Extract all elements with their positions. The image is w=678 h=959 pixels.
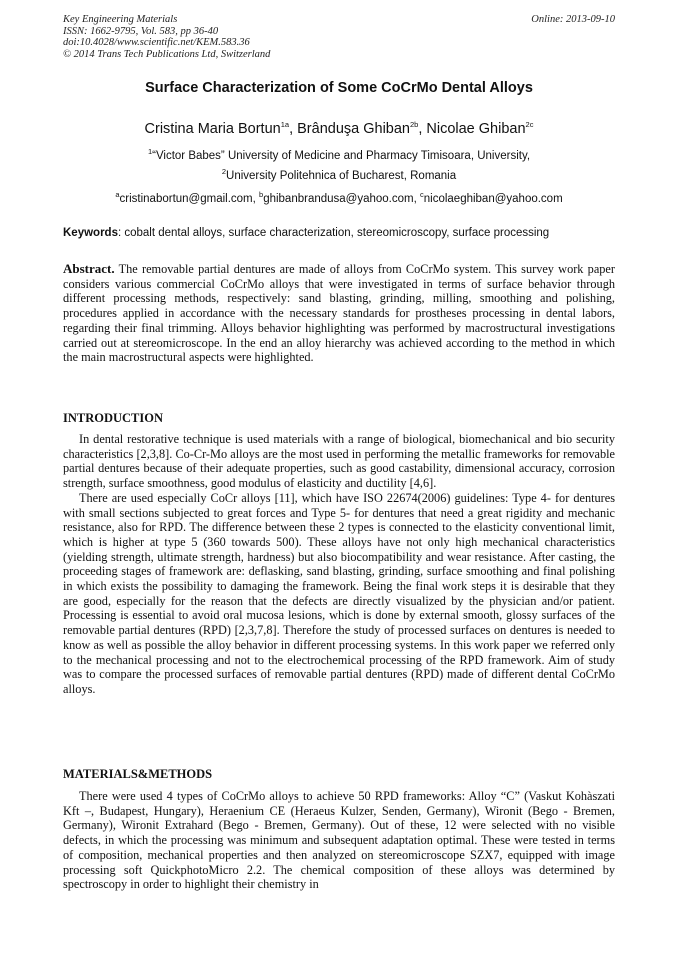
section-heading-methods: MATERIALS&METHODS: [63, 767, 213, 781]
copyright-line: © 2014 Trans Tech Publications Ltd, Switzerland: [63, 48, 271, 60]
online-date: Online: 2013-09-10: [531, 14, 615, 25]
author-superscript: 2b: [409, 120, 419, 130]
paper-title: Surface Characterization of Some CoCrMo Dental Alloys: [145, 80, 533, 96]
email-superscript: a: [115, 190, 120, 200]
author-name: Nicolae Ghiban: [426, 121, 526, 137]
abstract: [63, 262, 615, 365]
section-heading-introduction: INTRODUCTION: [63, 411, 164, 425]
author-name: Cristina Maria Bortun: [144, 121, 281, 137]
affiliation-superscript: 1: [147, 147, 153, 157]
email-address: nicolaeghiban@yahoo.com: [423, 193, 563, 205]
paragraph: There were used 4 types of CoCrMo alloys to achieve 50 RPD frameworks: Alloy “C” (Vaskut Kohàszati Kft –, Budapest, Hungary), Heraenium CE (Heraeus Kulzer, Senden, Germany), Wironit (Bego - Bremen, Germany), Wironit Extrahard (Bego - Bremen, Germany). Out of these, 12 were selected with no visible defects, in which the processing was minimum and subsequent adaptation optimal. These were tested in terms of composition, mechanical properties and then analyzed on stereomicroscope SZX7, equipped with image processing soft QuickphotoMicro 2.2. The chemical composition of these alloys was determined by spectroscopy in order to highlight their chemistry in: [63, 789, 615, 892]
author-superscript: 2c: [525, 120, 534, 130]
paragraph: There are used especially CoCr alloys [11], which have ISO 22674(2006) guidelines: Type 4- for dentures with small sections subjected to great forces and Type 5- for dentures that need a great rigidity and mechanic resistance, also for RPD. The difference between these 2 types is connected to the elasticity conventional limit, which is higher at type 5 (360 towards 500). These alloys have not only high mechanical characteristics (yielding strength, ultimate strength, hardness) but also biocompatibility and wear resistance. After casting, the proceeding stages of framework are: deflasking, sand blasting, grinding, surface smoothing and final polishing in which exists the possibility to damaging the framework. Being the final work steps it is desirable that they are good, especially for the reason that the defects are directly visualized by the physician and/or patient. Processing is essential to avoid oral mucosa lesions, which is done by external smooth, glossy surfaces of the removable partial dentures (RPD) [2,3,7,8]. Therefore the study of processed surfaces on dentures is needed to know as well as possible the alloy behavior in different processing systems. In this work paper we referred only to the mechanical processing and not to the electrochemical processing of the RPD framework. Aim of study was to compare the processed surfaces of removable partial dentures (RPD) made of different dental CoCrMo alloys.: [63, 490, 615, 696]
email-address: ghibanbrandusa@yahoo.com: [263, 193, 414, 205]
email-superscript: c: [420, 190, 424, 200]
affiliation-2: [0, 167, 678, 182]
paragraph: In dental restorative technique is used materials with a range of biological, biomechanical and bio security characteristics [2,3,8]. Co-Cr-Mo alloys are the most used in performing the metallic frameworks for removable partial dentures because of their adequate properties, such as good castability, dimensional accuracy, corrosion strength, surface smoothness, good modulus of elasticity and ductility [4,6].: [63, 432, 615, 491]
author-separator: ,: [289, 121, 298, 137]
email-superscript: b: [259, 190, 264, 200]
introduction-section: [63, 432, 615, 697]
keywords-line: [63, 227, 623, 239]
keywords-text: : cobalt dental alloys, surface characterization, stereomicroscopy, surface processing: [117, 227, 550, 239]
email-address: cristinabortun@gmail.com: [119, 193, 253, 205]
abstract-label: Abstract.: [63, 261, 115, 276]
affiliation-text: “Victor Babes” University of Medicine and Pharmacy Timisoara, University,: [152, 150, 531, 162]
author-name: Brânduşa Ghiban: [297, 121, 410, 137]
author-separator: ,: [418, 121, 427, 137]
journal-name: Key Engineering Materials: [63, 14, 178, 25]
methods-section: [63, 789, 615, 892]
keywords-label: Keywords: [63, 227, 118, 239]
journal-header: [63, 14, 615, 60]
doi-line: doi:10.4028/www.scientific.net/KEM.583.36: [63, 37, 250, 48]
affiliation-1: [0, 147, 678, 162]
issn-line: ISSN: 1662-9795, Vol. 583, pp 36-40: [63, 25, 219, 37]
affiliation-superscript: 2: [221, 167, 227, 177]
author-emails: [0, 190, 678, 205]
author-list: [0, 121, 678, 137]
abstract-text: The removable partial dentures are made of alloys from CoCrMo system. This survey work paper considers various commercial CoCrMo alloys that were investigated in terms of surface behavior through different processing methods, respectively: sand blasting, grinding, milling, smoothing and polishing, procedures applied in accordance with the necessary standards for prostheses processing in dental labors, regarding their final trimming. Alloys behavior highlighting was performed by macrostructural investigations carried out at stereomicroscope. In the end an alloy hierarchy was achieved according to the method in which the main macrostructural aspects were highlighted.: [63, 262, 615, 365]
email-separator: ,: [413, 193, 420, 205]
affiliation-text: University Politehnica of Bucharest, Romania: [226, 170, 457, 182]
author-superscript: 1a: [280, 120, 290, 130]
email-separator: ,: [252, 193, 260, 205]
